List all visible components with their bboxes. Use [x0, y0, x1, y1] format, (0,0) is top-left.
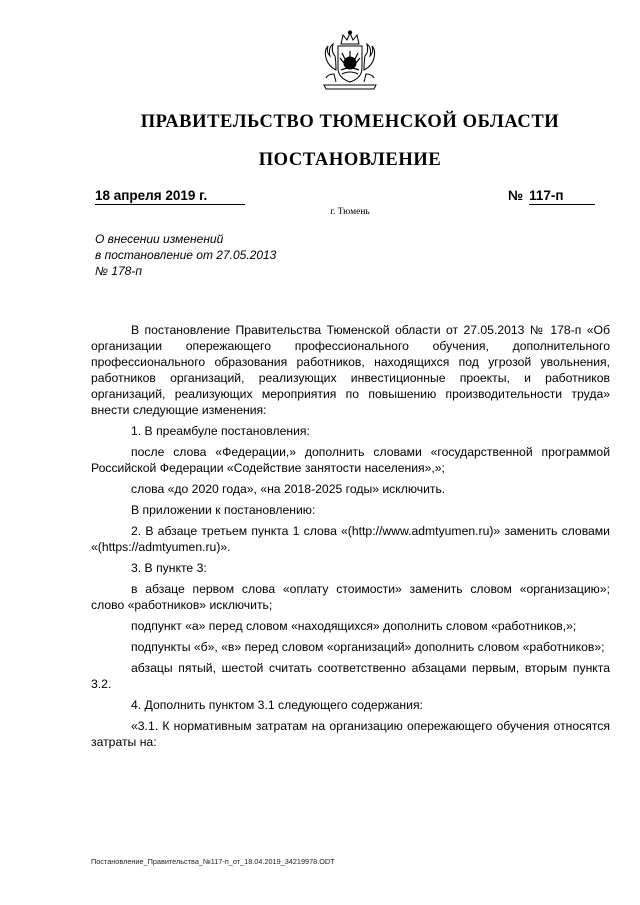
city-label: г. Тюмень — [330, 207, 370, 217]
body-paragraph: 2. В абзаце третьем пункта 1 слова «(http://www.admtyumen.ru)» заменить словами «(https://admtyumen.ru)». — [91, 524, 610, 554]
body-paragraph: В постановление Правительства Тюменской области от 27.05.2013 № 178-п «Об организации опережающего профессионального обучения, дополнительного профессионального образования работников, находящихся под угрозой увольнения, работников организаций, реализующих инвестиционные проекты, и работников организаций, реализующих мероприятия по повышению производительности труда» внести следующие изменения: — [91, 323, 610, 417]
document-number — [508, 188, 604, 205]
body-paragraph: в абзаце первом слова «оплату стоимости» заменить словом «организацию»; слово «работников» исключить; — [91, 582, 610, 612]
document-subject — [95, 231, 395, 279]
subject-line: в постановление от 27.05.2013 — [95, 248, 277, 262]
body-paragraph: абзацы пятый, шестой считать соответственно абзацами первым, вторым пункта 3.2. — [91, 661, 610, 691]
document-type: ПОСТАНОВЛЕНИЕ — [258, 150, 442, 170]
body-paragraph: «3.1. К нормативным затратам на организацию опережающего обучения относятся затраты на: — [91, 719, 610, 749]
document-body — [91, 322, 610, 755]
subject-line: О внесении изменений — [95, 232, 224, 246]
subject-line: № 178-п — [95, 264, 142, 278]
body-paragraph: В приложении к постановлению: — [131, 503, 316, 517]
organization-title: ПРАВИТЕЛЬСТВО ТЮМЕНСКОЙ ОБЛАСТИ — [140, 112, 560, 132]
coat-of-arms-icon — [314, 30, 386, 92]
body-paragraph: 1. В преамбуле постановления: — [131, 424, 310, 438]
body-paragraph: 4. Дополнить пунктом 3.1 следующего содержания: — [131, 698, 423, 712]
body-paragraph: 3. В пункте 3: — [131, 561, 207, 575]
body-paragraph: слова «до 2020 года», «на 2018-2025 годы» исключить. — [131, 482, 446, 496]
body-paragraph: подпункт «а» перед словом «находящихся» дополнить словом «работников,»; — [131, 619, 577, 633]
document-date: 18 апреля 2019 г. — [95, 188, 245, 205]
number-value: 117-п — [529, 188, 595, 205]
footer-filename: Постановление_Правительства_№117-п_от_18.04.2019_34219978.ODT — [91, 857, 335, 866]
body-paragraph: после слова «Федерации,» дополнить словами «государственной программой Российской Федерации «Содействие занятости населения»,»; — [91, 445, 610, 475]
body-paragraph: подпункты «б», «в» перед словом «организаций» дополнить словом «работников»; — [131, 640, 605, 654]
number-sign: № — [508, 188, 524, 203]
